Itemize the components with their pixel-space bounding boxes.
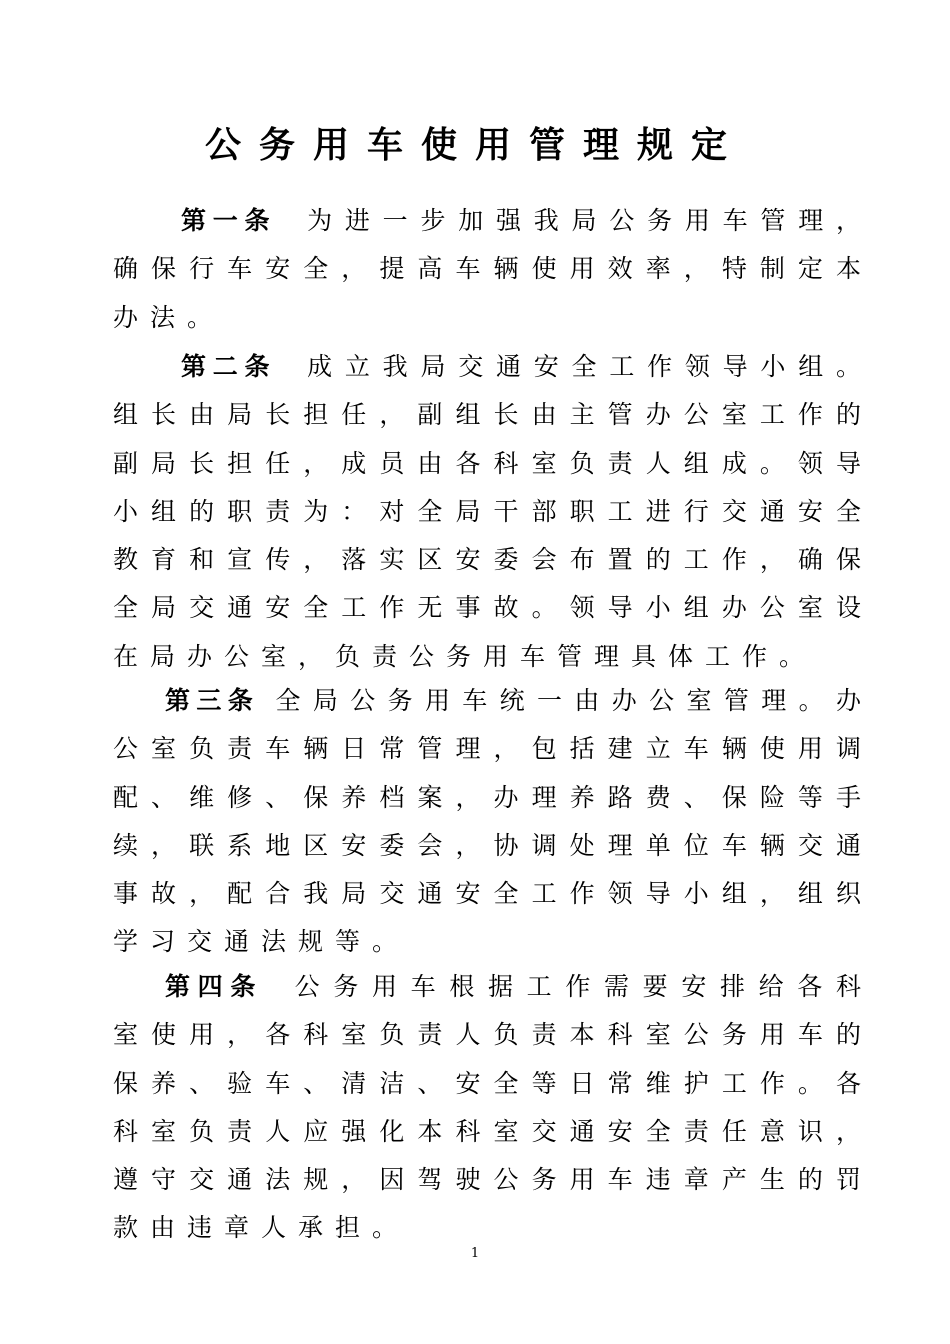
article-4 (113, 963, 873, 1253)
article-3 (113, 677, 873, 967)
article-label: 第三条 (165, 686, 260, 715)
article-label: 第二条 (181, 352, 277, 381)
article-text: 为进一步加强我局公务用车管理，确保行车安全，提高车辆使用效率，特制定本办法。 (113, 206, 873, 332)
article-label: 第一条 (181, 206, 277, 235)
article-text: 公务用车根据工作需要安排给各科室使用，各科室负责人负责本科室公务用车的保养、验车、清洁、安全等日常维护工作。各科室负责人应强化本科室交通安全责任意识，遵守交通法规，因驾驶公务用车违章产生的罚款由违章人承担。 (113, 972, 873, 1243)
article-text: 全局公务用车统一由办公室管理。办公室负责车辆日常管理，包括建立车辆使用调配、维修、保养档案，办理养路费、保险等手续，联系地区安委会，协调处理单位车辆交通事故，配合我局交通安全工作领导小组，组织学习交通法规等。 (113, 686, 873, 957)
article-label: 第四条 (165, 972, 263, 1001)
document-title: 公务用车使用管理规定 (204, 125, 745, 166)
article-2 (113, 343, 873, 681)
article-1 (113, 197, 873, 342)
page-number: 1 (470, 1246, 480, 1261)
article-text: 成立我局交通安全工作领导小组。组长由局长担任，副组长由主管办公室工作的副局长担任，成员由各科室负责人组成。领导小组的职责为：对全局干部职工进行交通安全教育和宣传，落实区安委会布置的工作，确保全局交通安全工作无事故。领导小组办公室设在局办公室，负责公务用车管理具体工作。 (113, 352, 873, 671)
